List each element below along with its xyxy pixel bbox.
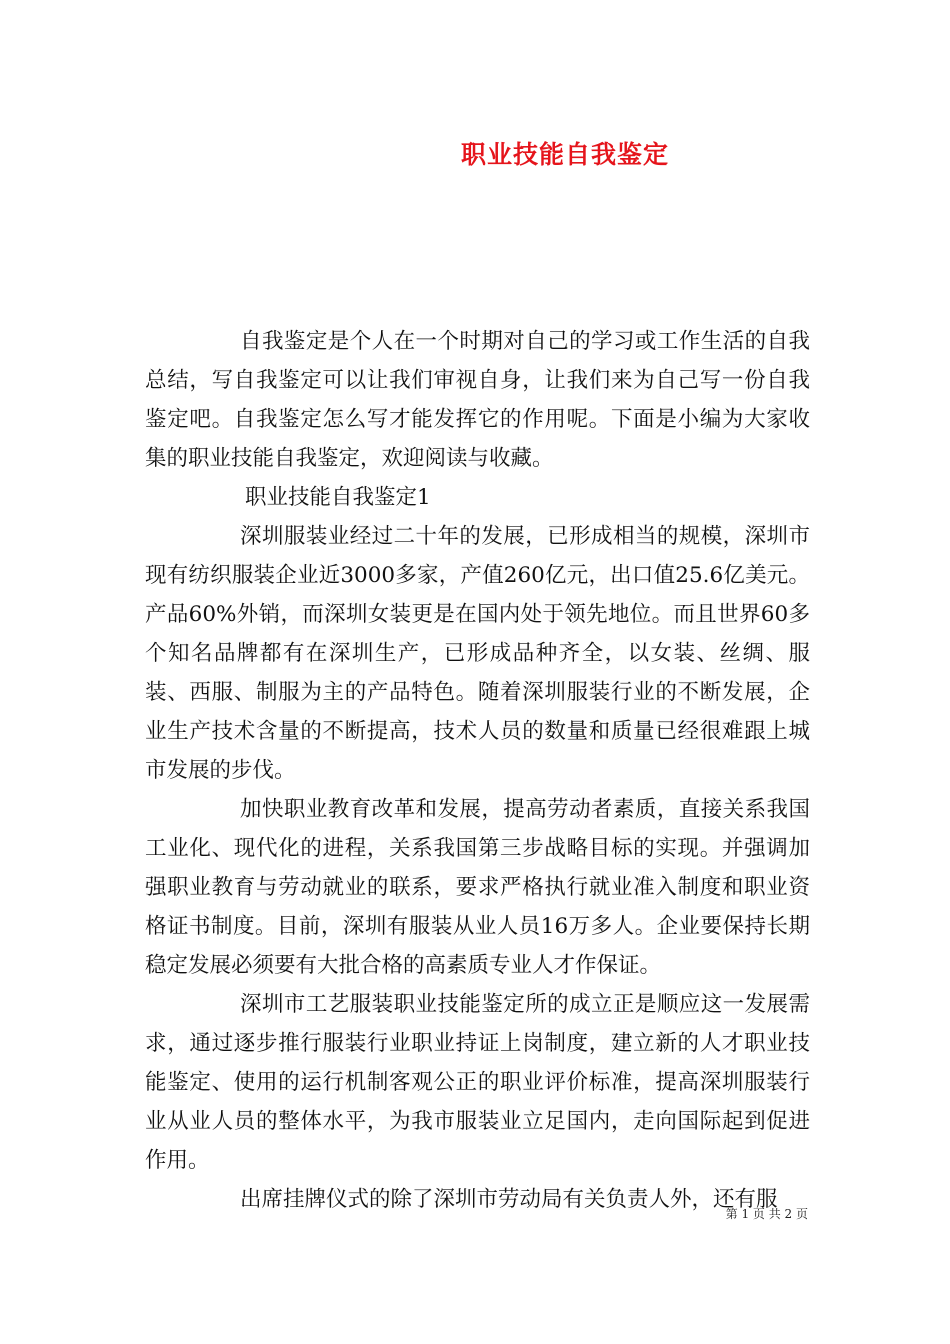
document-title: 职业技能自我鉴定 [460, 140, 669, 169]
page-footer: 第 1 页 共 2 页 [725, 1207, 808, 1221]
body-paragraph-3: 深圳市工艺服装职业技能鉴定所的成立正是顺应这一发展需求，通过逐步推行服装行业职业持证上岗制度，建立新的人才职业技能鉴定、使用的运行机制客观公正的职业评价标准，提高深圳服装行业从业人员的整体水平，为我市服装业立足国内，走向国际起到促进作用。 [145, 992, 810, 1173]
intro-paragraph: 自我鉴定是个人在一个时期对自己的学习或工作生活的自我总结，写自我鉴定可以让我们审视自身，让我们来为自己写一份自我鉴定吧。自我鉴定怎么写才能发挥它的作用呢。下面是小编为大家收集的职业技能自我鉴定，欢迎阅读与收藏。 [145, 329, 810, 471]
body-paragraph-4: 出席挂牌仪式的除了深圳市劳动局有关负责人外，还有服 [240, 1187, 778, 1212]
section-heading: 职业技能自我鉴定1 [245, 485, 431, 510]
document-body [145, 322, 810, 1219]
body-paragraph-2: 加快职业教育改革和发展，提高劳动者素质，直接关系我国工业化、现代化的进程，关系我国第三步战略目标的实现。并强调加强职业教育与劳动就业的联系，要求严格执行就业准入制度和职业资格证书制度。目前，深圳有服装从业人员16万多人。企业要保持长期稳定发展必须要有大批合格的高素质专业人才作保证。 [145, 797, 810, 978]
body-paragraph-1: 深圳服装业经过二十年的发展，已形成相当的规模，深圳市现有纺织服装企业近3000多家，产值260亿元，出口值25.6亿美元。产品60%外销，而深圳女装更是在国内处于领先地位。而且世界60多个知名品牌都有在深圳生产，已形成品种齐全，以女装、丝绸、服装、西服、制服为主的产品特色。随着深圳服装行业的不断发展，企业生产技术含量的不断提高，技术人员的数量和质量已经很难跟上城市发展的步伐。 [145, 524, 810, 783]
